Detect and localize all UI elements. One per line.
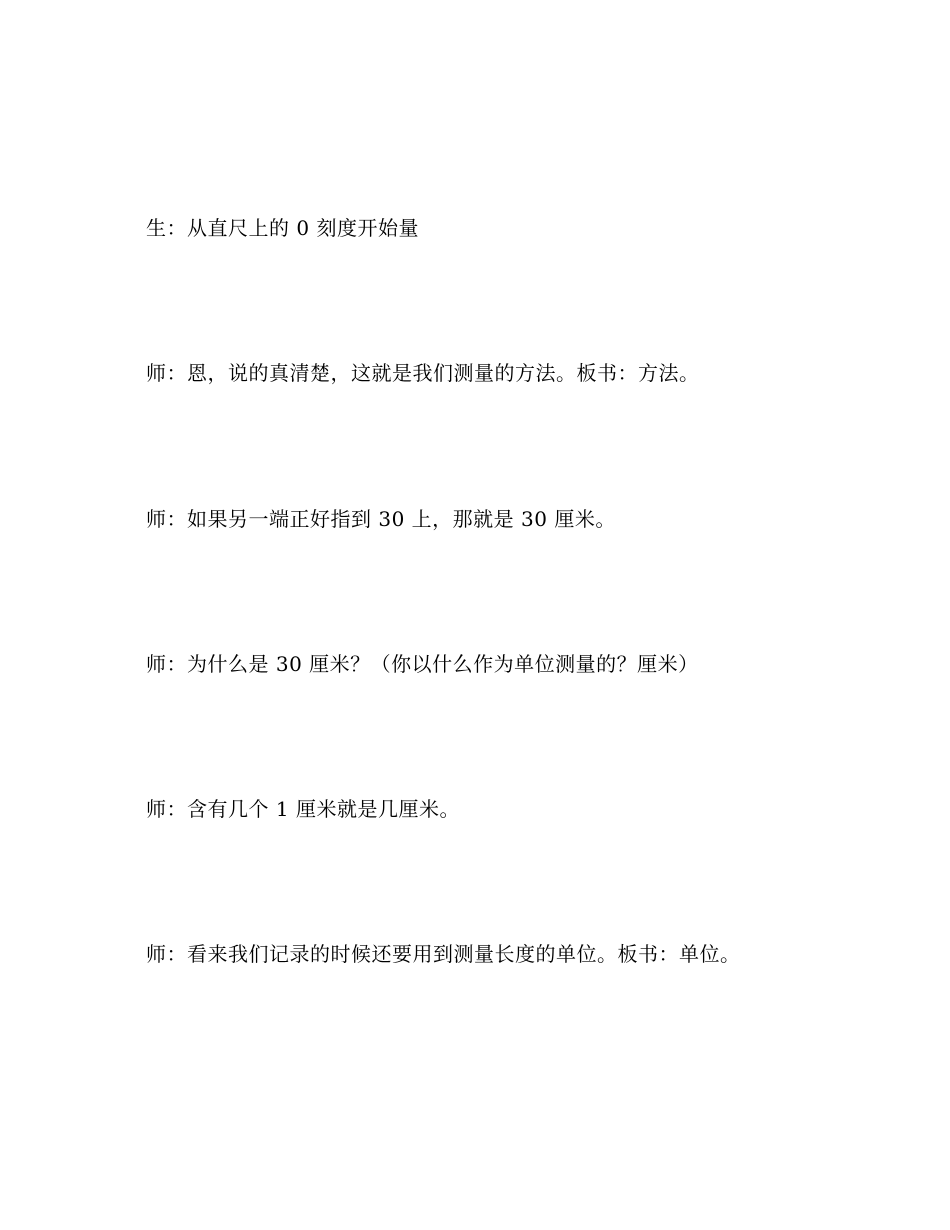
dialogue-line: 生：从直尺上的 0 刻度开始量 [146,216,419,240]
dialogue-line: 师：如果另一端正好指到 30 上，那就是 30 厘米。 [146,507,616,531]
dialogue-line: 师：为什么是 30 厘米？（你以什么作为单位测量的？厘米） [146,652,699,676]
dialogue-line: 师：含有几个 1 厘米就是几厘米。 [146,797,460,821]
dialogue-line: 师：看来我们记录的时候还要用到测量长度的单位。板书：单位。 [146,942,741,966]
dialogue-line: 师：恩，说的真清楚，这就是我们测量的方法。板书：方法。 [146,361,700,385]
